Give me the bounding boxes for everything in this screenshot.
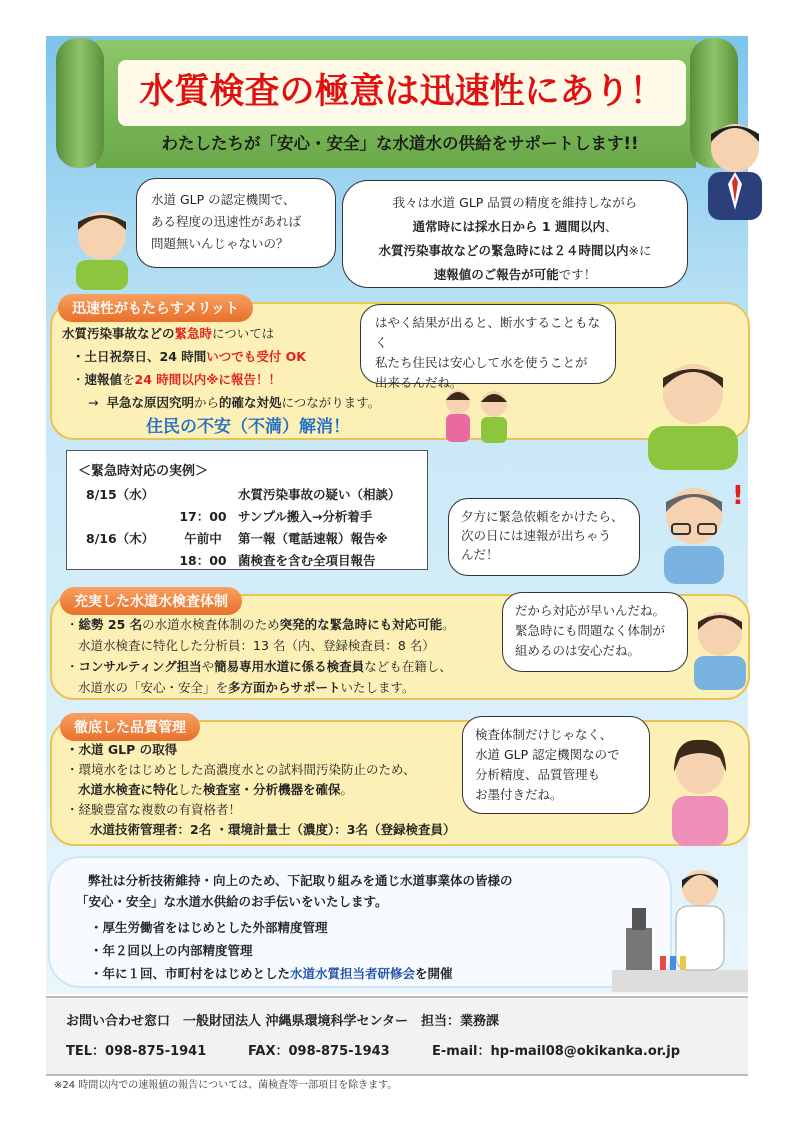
system-line: 緊急時にも問題なく体制が	[515, 623, 666, 638]
surprised-man-illustration	[648, 474, 748, 584]
row-text: 水質汚染事故の疑い（相談）	[238, 487, 401, 502]
answer-line: 我々は水道 GLP 品質の精度を維持しながら	[392, 195, 638, 210]
relieved-man-illustration	[684, 600, 754, 690]
fast-line: 次の日には速報が出ちゃう	[461, 528, 612, 543]
quality-line: 水道 GLP 認定機関なので	[475, 747, 620, 762]
page-title: 水質検査の極意は迅速性にあり！	[139, 72, 665, 112]
row-date: 8/16（木）	[86, 531, 155, 546]
row-time: 17：00	[179, 509, 227, 524]
row-time: 午前中	[184, 531, 222, 546]
resident-line: 私たち住民は安心して水を使うことが	[375, 355, 588, 370]
footer-contact: お問い合わせ窓口 一般財団法人 沖縄県環境科学センター 担当：業務課	[66, 1014, 500, 1029]
quality-line: 検査体制だけじゃなく、	[475, 727, 613, 742]
system-content: ・総勢 25 名の水道水検査体制のため突発的な緊急時にも対応可能。 水道水検査に特化した分析員：13 名（内、登録検査員：8 名） ・コンサルティング担当や簡易専用水道に係る検査員なども在籍し、 水道水の「安心・安全」を多方面からサポートいたします。	[66, 617, 455, 695]
question-bubble	[136, 178, 336, 268]
resident-line: はやく結果が出ると、断水することもなく	[375, 315, 601, 350]
answer-line: 通常時には採水日から 1 週間以内、	[412, 219, 618, 234]
happy-man-illustration	[628, 350, 758, 470]
system-line: 組めるのは安心だね。	[515, 643, 641, 658]
row-text: 菌検査を含む全項目報告	[238, 553, 376, 568]
merit-content: 水質汚染事故などの緊急時については ・土日祝祭日、24 時間いつでも受付 OK ・速報値を24 時間以内※に報告！！	[62, 326, 306, 387]
system-line: だから対応が早いんだね。	[515, 603, 666, 618]
thinking-man-illustration	[62, 200, 142, 290]
lab-scientist-illustration	[612, 858, 748, 992]
table-row	[86, 505, 426, 527]
example-heading: ＜緊急時対応の実例＞	[78, 464, 209, 479]
list-item: ・年に１回、市町村をはじめとした水道水質担当者研修会を開催	[90, 966, 453, 981]
footer-email[interactable]: E-mail：hp-mail08@okikanka.or.jp	[432, 1044, 681, 1059]
family-illustration	[438, 384, 518, 444]
quality-line: お墨付きだね。	[475, 787, 563, 802]
row-text: 第一報（電話速報）報告※	[238, 531, 388, 546]
svg-text:!: !	[732, 481, 744, 511]
question-line: 水道 GLP の認定機関で、	[151, 192, 296, 207]
footer	[46, 996, 748, 1076]
question-line: ある程度の迅速性があれば	[151, 214, 302, 229]
quality-line: 分析精度、品質管理も	[475, 767, 601, 782]
woman-illustration	[650, 730, 750, 846]
answer-line: 水質汚染事故などの緊急時には２４時間以内※に	[378, 243, 652, 258]
fast-line: んだ！	[461, 547, 499, 562]
row-text: サンプル搬入→分析着手	[238, 509, 373, 524]
efforts-list	[90, 916, 590, 985]
row-time: 18：00	[179, 553, 227, 568]
system-tag: 充実した水道水検査体制	[60, 587, 242, 615]
fast-bubble	[448, 498, 640, 576]
resident-bubble	[360, 304, 616, 390]
table-row	[86, 527, 426, 549]
resident-line: 出来るんだね。	[375, 375, 463, 390]
footnote: ※24 時間以内での速報値の報告については、菌検査等一部項目を除きます。	[54, 1080, 398, 1091]
quality-bubble	[462, 716, 650, 814]
answer-bubble	[342, 180, 688, 288]
merit-result: 住民の不安（不満）解消！	[146, 417, 350, 437]
row-date: 8/15（水）	[86, 487, 155, 502]
page-subtitle: わたしたちが「安心・安全」な水道水の供給をサポートします!!	[161, 134, 639, 153]
question-line: 問題無いんじゃないの？	[151, 236, 289, 251]
merit-arrow-line: → 早急な原因究明から的確な対処につながります。	[88, 395, 381, 410]
presenter-illustration	[690, 110, 780, 220]
table-row	[86, 549, 426, 571]
fast-line: 夕方に緊急依頼をかけたら、	[461, 509, 624, 524]
footer-fax: FAX：098-875-1943	[248, 1044, 390, 1059]
merit-tag: 迅速性がもたらすメリット	[58, 294, 253, 322]
efforts-intro: 弊社は分析技術維持・向上のため、下記取り組みを通じ水道事業体の皆様の 「安心・安全」な水道水供給のお手伝いをいたします。	[76, 873, 513, 909]
list-item: ・厚生労働省をはじめとした外部精度管理	[90, 920, 328, 935]
system-bubble	[502, 592, 688, 672]
footer-tel: TEL：098-875-1941	[66, 1044, 207, 1059]
table-row	[86, 483, 426, 505]
quality-tag: 徹底した品質管理	[60, 713, 200, 741]
quality-content: ・水道 GLP の取得 ・環境水をはじめとした高濃度水との試料間汚染防止のため、 水道水検査に特化した検査室・分析機器を確保。 ・経験豊富な複数の有資格者！ 水道技術管理者：2名 ・環境計量士（濃度）：3名（登録検査員）	[66, 742, 456, 837]
list-item: ・年２回以上の内部精度管理	[90, 943, 253, 958]
example-rows	[86, 483, 426, 571]
answer-line: 速報値のご報告が可能です！	[433, 267, 597, 282]
